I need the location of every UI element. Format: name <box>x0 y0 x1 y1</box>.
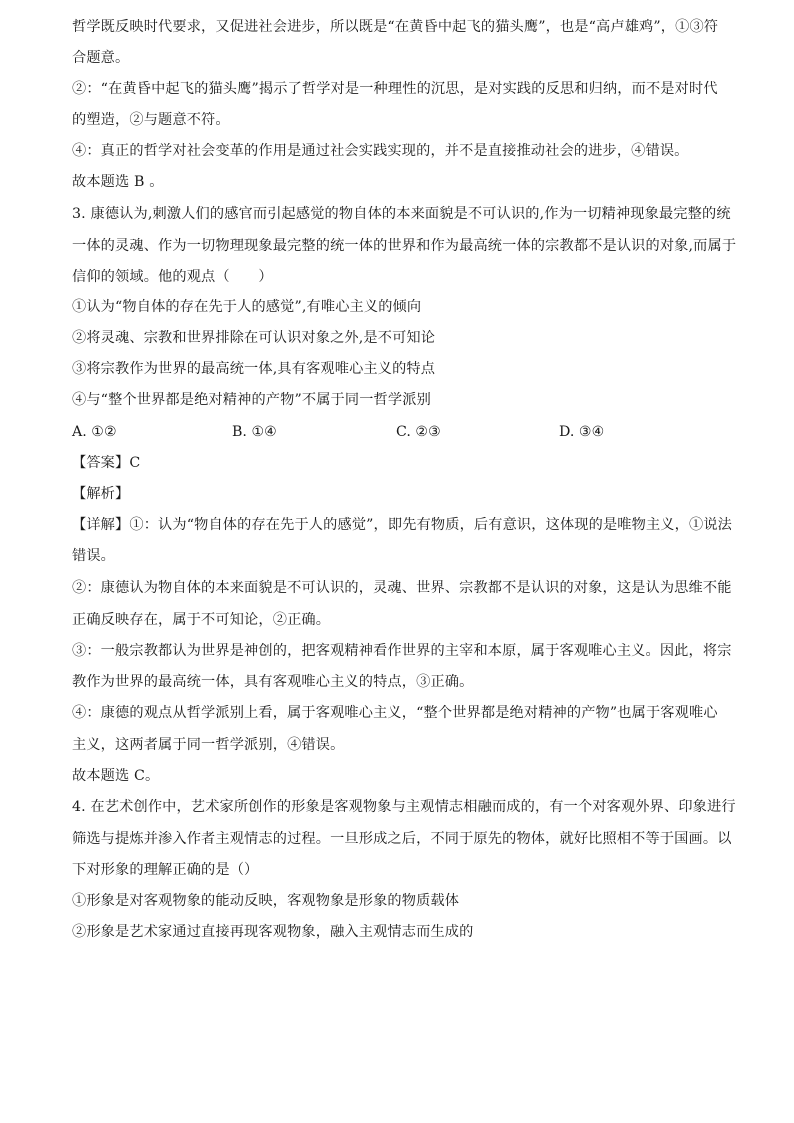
text-line: ④：康德的观点从哲学派别上看，属于客观唯心主义，“整个世界都是绝对精神的产物”也属于客观唯心 <box>72 705 718 721</box>
text-line: 故本题选 B 。 <box>72 174 164 190</box>
question-4-stem: 4. 在艺术创作中，艺术家所创作的形象是客观物象与主观情志相融而成的，有一个对客观外界、印象进行 <box>72 799 736 815</box>
question-4-stem: 筛选与提炼并渗入作者主观情志的过程。一旦形成之后，不同于原先的物体，就好比照相不等于国画。以 <box>72 831 732 847</box>
text-line: 哲学既反映时代要求，又促进社会进步，所以既是“在黄昏中起飞的猫头鹰”，也是“高卢雄鸡”，①③符 <box>72 19 719 35</box>
analysis-label: 【解析】 <box>72 486 130 502</box>
text-line: 主义，这两者属于同一哲学派别，④错误。 <box>72 737 345 753</box>
text-line: 错误。 <box>72 548 116 564</box>
text-line: ②：“在黄昏中起飞的猫头鹰”揭示了哲学对是一种理性的沉思，是对实践的反思和归纳，而不是对时代 <box>72 81 718 97</box>
text-line: 的塑造，②与题意不符。 <box>72 112 230 128</box>
option-b: B. ①④ <box>232 424 277 440</box>
text-line: 【详解】①：认为“物自体的存在先于人的感觉”，即先有物质，后有意识，这体现的是唯物主义，①说法 <box>72 517 732 533</box>
question-3-stem: 3. 康德认为,刺激人们的感官而引起感觉的物自体的本来面貌是不可认识的,作为一切精神现象最完整的统 <box>72 206 731 222</box>
option-c: C. ②③ <box>396 424 441 440</box>
answer-label: 【答案】C <box>72 455 141 471</box>
text-line: 合题意。 <box>72 50 130 66</box>
question-3-stem: 信仰的领域。他的观点（ ） <box>72 269 273 285</box>
text-line: ②：康德认为物自体的本来面貌是不可认识的，灵魂、世界、宗教都不是认识的对象，这是认为思维不能 <box>72 580 732 596</box>
option-a: A. ①② <box>72 424 117 440</box>
statement-2: ②形象是艺术家通过直接再现客观物象，融入主观情志而生成的 <box>72 924 474 940</box>
text-line: ③：一般宗教都认为世界是神创的，把客观精神看作世界的主宰和本原，属于客观唯心主义。因此，将宗 <box>72 643 732 659</box>
text-line: 正确反映存在，属于不可知论，②正确。 <box>72 612 331 628</box>
question-3-stem: 一体的灵魂、作为一切物理现象最完整的统一体的世界和作为最高统一体的宗教都不是认识的对象,而属于 <box>72 238 737 254</box>
text-line: 教作为世界的最高统一体，具有客观唯心主义的特点，③正确。 <box>72 674 474 690</box>
statement-1: ①形象是对客观物象的能动反映，客观物象是形象的物质载体 <box>72 893 460 909</box>
option-d: D. ③④ <box>559 424 605 440</box>
text-line: ④：真正的哲学对社会变革的作用是通过社会实践实现的，并不是直接推动社会的进步，④错误。 <box>72 143 689 159</box>
question-4-stem: 下对形象的理解正确的是（） <box>72 862 259 878</box>
statement-3: ③将宗教作为世界的最高统一体,具有客观唯心主义的特点 <box>72 361 436 377</box>
statement-4: ④与“整个世界都是绝对精神的产物”不属于同一哲学派别 <box>72 392 431 408</box>
statement-1: ①认为“物自体的存在先于人的感觉”,有唯心主义的倾向 <box>72 299 422 315</box>
text-line: 故本题选 C。 <box>72 768 160 784</box>
statement-2: ②将灵魂、宗教和世界排除在可认识对象之外,是不可知论 <box>72 330 436 346</box>
